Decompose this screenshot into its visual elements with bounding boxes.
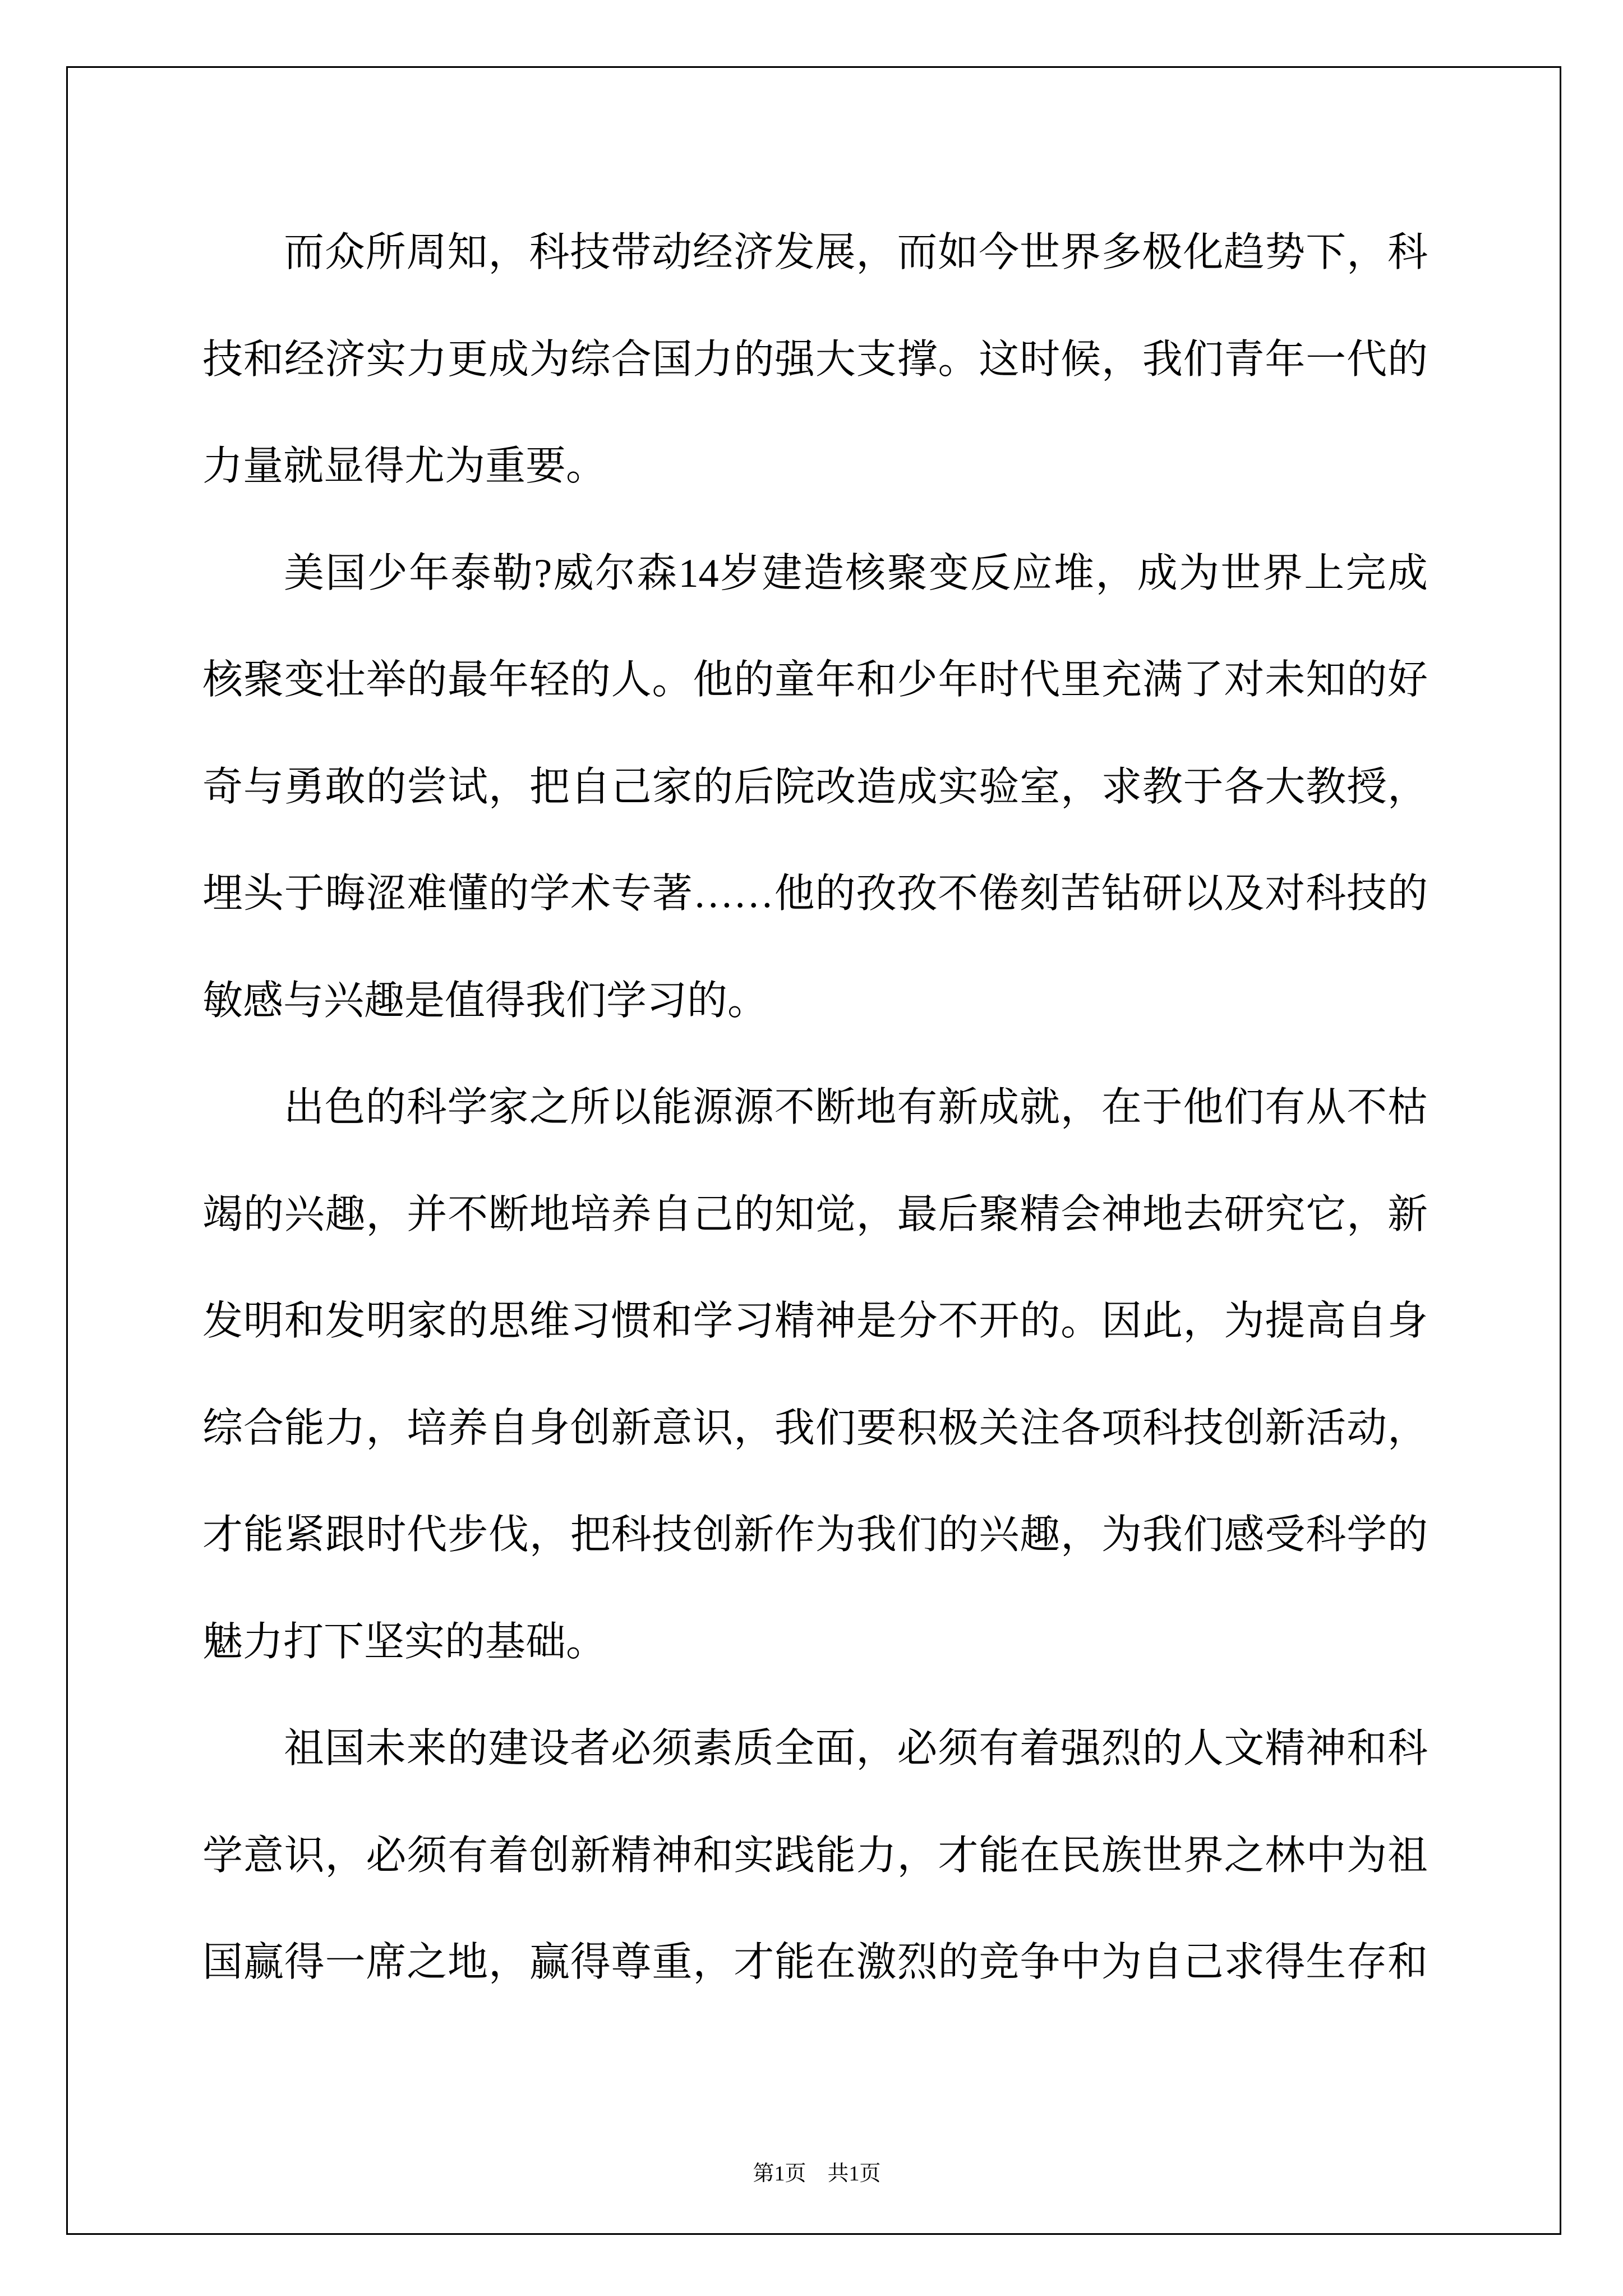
text-line: 敏感与兴趣是值得我们学习的。 [202, 978, 768, 1023]
text-line: 魅力打下坚实的基础。 [202, 1619, 607, 1664]
text-line: 美国少年泰勒?威尔森14岁建造核聚变反应堆，成为世界上完成 [284, 550, 1428, 596]
paragraph [202, 199, 1428, 520]
text-line: 而众所周知，科技带动经济发展，而如今世界多极化趋势下，科 [284, 230, 1428, 275]
text-line: 学意识，必须有着创新精神和实践能力，才能在民族世界之林中为祖 [202, 1833, 1428, 1878]
paragraph [202, 1695, 1428, 2016]
text-line: 力量就显得尤为重要。 [202, 444, 607, 489]
text-line: 技和经济实力更成为综合国力的强大支撑。这时候，我们青年一代的 [202, 337, 1428, 382]
text-line: 发明和发明家的思维习惯和学习精神是分不开的。因此，为提高自身 [202, 1299, 1428, 1343]
document-body [202, 199, 1428, 2016]
paragraph [202, 1054, 1428, 1695]
text-line: 综合能力，培养自身创新意识，我们要积极关注各项科技创新活动， [202, 1405, 1428, 1451]
text-line: 国赢得一席之地，赢得尊重，才能在激烈的竞争中为自己求得生存和 [202, 1940, 1428, 1985]
text-line: 才能紧跟时代步伐，把科技创新作为我们的兴趣，为我们感受科学的 [202, 1512, 1428, 1557]
page-number: 第1页 共1页 [753, 2162, 881, 2185]
text-line: 奇与勇敢的尝试，把自己家的后院改造成实验室，求教于各大教授， [202, 764, 1428, 809]
page-footer [0, 2142, 1623, 2184]
text-line: 核聚变壮举的最年轻的人。他的童年和少年时代里充满了对未知的好 [202, 657, 1428, 702]
text-line: 祖国未来的建设者必须素质全面，必须有着强烈的人文精神和科 [284, 1726, 1428, 1771]
text-line: 埋头于晦涩难懂的学术专著……他的孜孜不倦刻苦钻研以及对科技的 [202, 871, 1428, 916]
text-line: 竭的兴趣，并不断地培养自己的知觉，最后聚精会神地去研究它，新 [202, 1191, 1428, 1237]
text-line: 出色的科学家之所以能源源不断地有新成就，在于他们有从不枯 [284, 1085, 1428, 1130]
paragraph [202, 520, 1428, 1055]
